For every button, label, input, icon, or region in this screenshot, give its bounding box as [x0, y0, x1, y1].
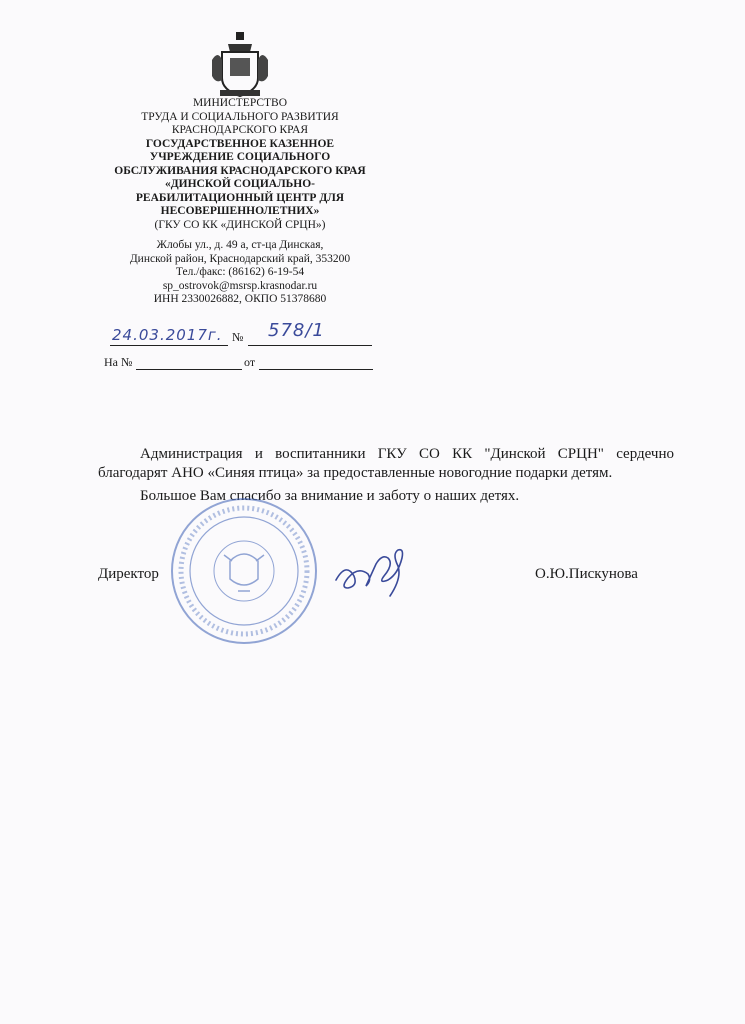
org-name-line: ГОСУДАРСТВЕННОЕ КАЗЕННОЕ: [145, 137, 335, 150]
address-line: Динской район, Краснодарский край, 353200: [129, 252, 351, 265]
letter-paragraph: Администрация и воспитанники ГКУ СО КК "Динской СРЦН" сердечно благодарят АНО «Синяя птица» за предоставленные новогодние подарки детям.: [98, 446, 674, 481]
date-underline: [110, 345, 228, 346]
org-name-line: НЕСОВЕРШЕННОЛЕТНИХ»: [160, 205, 320, 217]
handwritten-number: 578/1: [268, 320, 325, 341]
org-name-line: РЕАБИЛИТАЦИОННЫЙ ЦЕНТР ДЛЯ: [135, 191, 345, 204]
org-short-name: (ГКУ СО КК «ДИНСКОЙ СРЦН»): [154, 218, 326, 231]
handwritten-signature-icon: [330, 540, 420, 610]
email-line: sp_ostrovok@msrsp.krasnodar.ru: [162, 279, 318, 292]
ministry-line: КРАСНОДАРСКОГО КРАЯ: [171, 124, 309, 136]
signatory-name: О.Ю.Пискунова: [535, 566, 638, 582]
address-line: Жлобы ул., д. 49 а, ст-ца Динская,: [156, 239, 324, 251]
number-label: №: [232, 330, 244, 344]
ref-number-underline: [136, 369, 242, 370]
signatory-position: Директор: [98, 566, 159, 582]
ids-line: ИНН 2330026882, ОКПО 51378680: [153, 293, 327, 305]
org-name-line: «ДИНСКОЙ СОЦИАЛЬНО-: [164, 178, 315, 190]
coat-of-arms-icon: [210, 30, 270, 102]
ministry-line: МИНИСТЕРСТВО: [192, 97, 288, 109]
ref-date-underline: [259, 369, 373, 370]
ref-date-label: от: [244, 355, 256, 369]
official-stamp-icon: [168, 495, 320, 647]
org-name-line: ОБСЛУЖИВАНИЯ КРАСНОДАРСКОГО КРАЯ: [114, 164, 366, 177]
org-name-line: УЧРЕЖДЕНИЕ СОЦИАЛЬНОГО: [149, 151, 331, 163]
handwritten-date: 24.03.2017г.: [112, 326, 223, 344]
sender-header: [95, 97, 385, 307]
phone-line: Тел./факс: (86162) 6-19-54: [175, 266, 305, 278]
ministry-line: ТРУДА И СОЦИАЛЬНОГО РАЗВИТИЯ: [141, 110, 339, 123]
ref-number-label: На №: [104, 355, 133, 369]
letter-paragraph: Большое Вам спасибо за внимание и заботу о наших детях.: [140, 488, 520, 504]
number-underline: [248, 345, 372, 346]
